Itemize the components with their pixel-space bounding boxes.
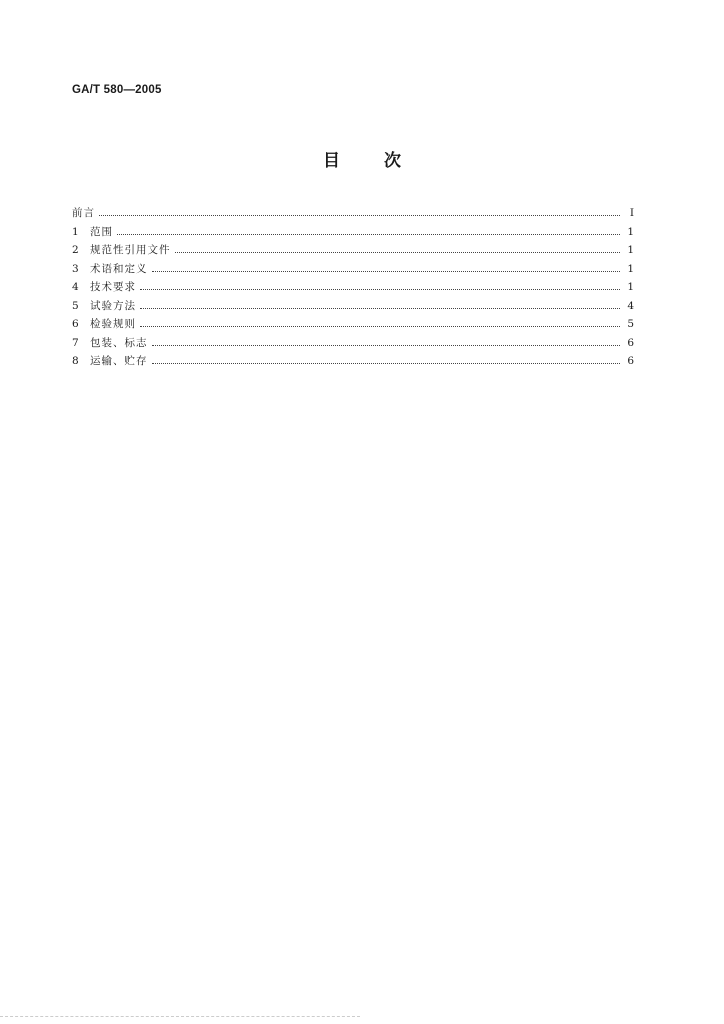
toc-leader bbox=[140, 325, 620, 327]
toc-entry-label: 范围 bbox=[90, 225, 113, 238]
toc-entry-label: 术语和定义 bbox=[90, 262, 148, 275]
toc-entry-number: 8 bbox=[72, 355, 79, 367]
toc-entry-number: 6 bbox=[72, 318, 79, 330]
toc-entry-label: 前言 bbox=[72, 207, 95, 219]
toc-entry[interactable] bbox=[72, 224, 634, 243]
toc-entry-page: 1 bbox=[627, 281, 634, 293]
toc-entry-page: 5 bbox=[627, 318, 634, 330]
toc-entry-number: 5 bbox=[72, 299, 79, 312]
toc-entry-label: 规范性引用文件 bbox=[90, 244, 171, 256]
toc-entry-number: 3 bbox=[72, 262, 79, 275]
toc-leader bbox=[175, 251, 621, 253]
toc-entry-label: 运输、贮存 bbox=[90, 355, 148, 367]
table-of-contents bbox=[72, 205, 634, 372]
toc-entry-page: 1 bbox=[627, 244, 634, 256]
toc-entry-number: 2 bbox=[72, 244, 79, 256]
standard-code: GA/T 580—2005 bbox=[72, 84, 162, 96]
toc-entry-number: 7 bbox=[72, 336, 79, 349]
toc-entry[interactable] bbox=[72, 279, 634, 298]
toc-entry[interactable] bbox=[72, 242, 634, 261]
toc-entry-label: 包装、标志 bbox=[90, 336, 148, 349]
toc-entry[interactable] bbox=[72, 335, 634, 354]
toc-entry[interactable] bbox=[72, 205, 634, 224]
toc-title-char-2: 次 bbox=[384, 151, 401, 171]
toc-entry-page: 4 bbox=[627, 299, 634, 312]
toc-entry-page: 1 bbox=[627, 225, 634, 238]
toc-entry[interactable] bbox=[72, 353, 634, 372]
toc-leader bbox=[152, 344, 621, 346]
toc-entry[interactable] bbox=[72, 298, 634, 317]
toc-entry-label: 技术要求 bbox=[90, 281, 136, 293]
toc-leader bbox=[117, 233, 620, 235]
toc-entry-number: 4 bbox=[72, 281, 79, 293]
toc-entry-label: 试验方法 bbox=[90, 299, 136, 312]
toc-leader bbox=[99, 214, 620, 216]
toc-entry-page: I bbox=[629, 207, 634, 219]
toc-leader bbox=[152, 270, 621, 272]
toc-leader bbox=[152, 362, 621, 364]
toc-leader bbox=[140, 288, 620, 290]
toc-entry-page: 6 bbox=[627, 336, 634, 349]
toc-title-char-1: 目 bbox=[323, 151, 340, 171]
scan-edge-divider bbox=[0, 1016, 360, 1017]
toc-entry[interactable] bbox=[72, 316, 634, 335]
toc-title bbox=[0, 146, 724, 171]
toc-entry-page: 1 bbox=[627, 262, 634, 275]
toc-entry-label: 检验规则 bbox=[90, 318, 136, 330]
toc-entry-page: 6 bbox=[627, 355, 634, 367]
toc-entry-number: 1 bbox=[72, 225, 79, 238]
toc-entry[interactable] bbox=[72, 261, 634, 280]
toc-leader bbox=[140, 307, 620, 309]
